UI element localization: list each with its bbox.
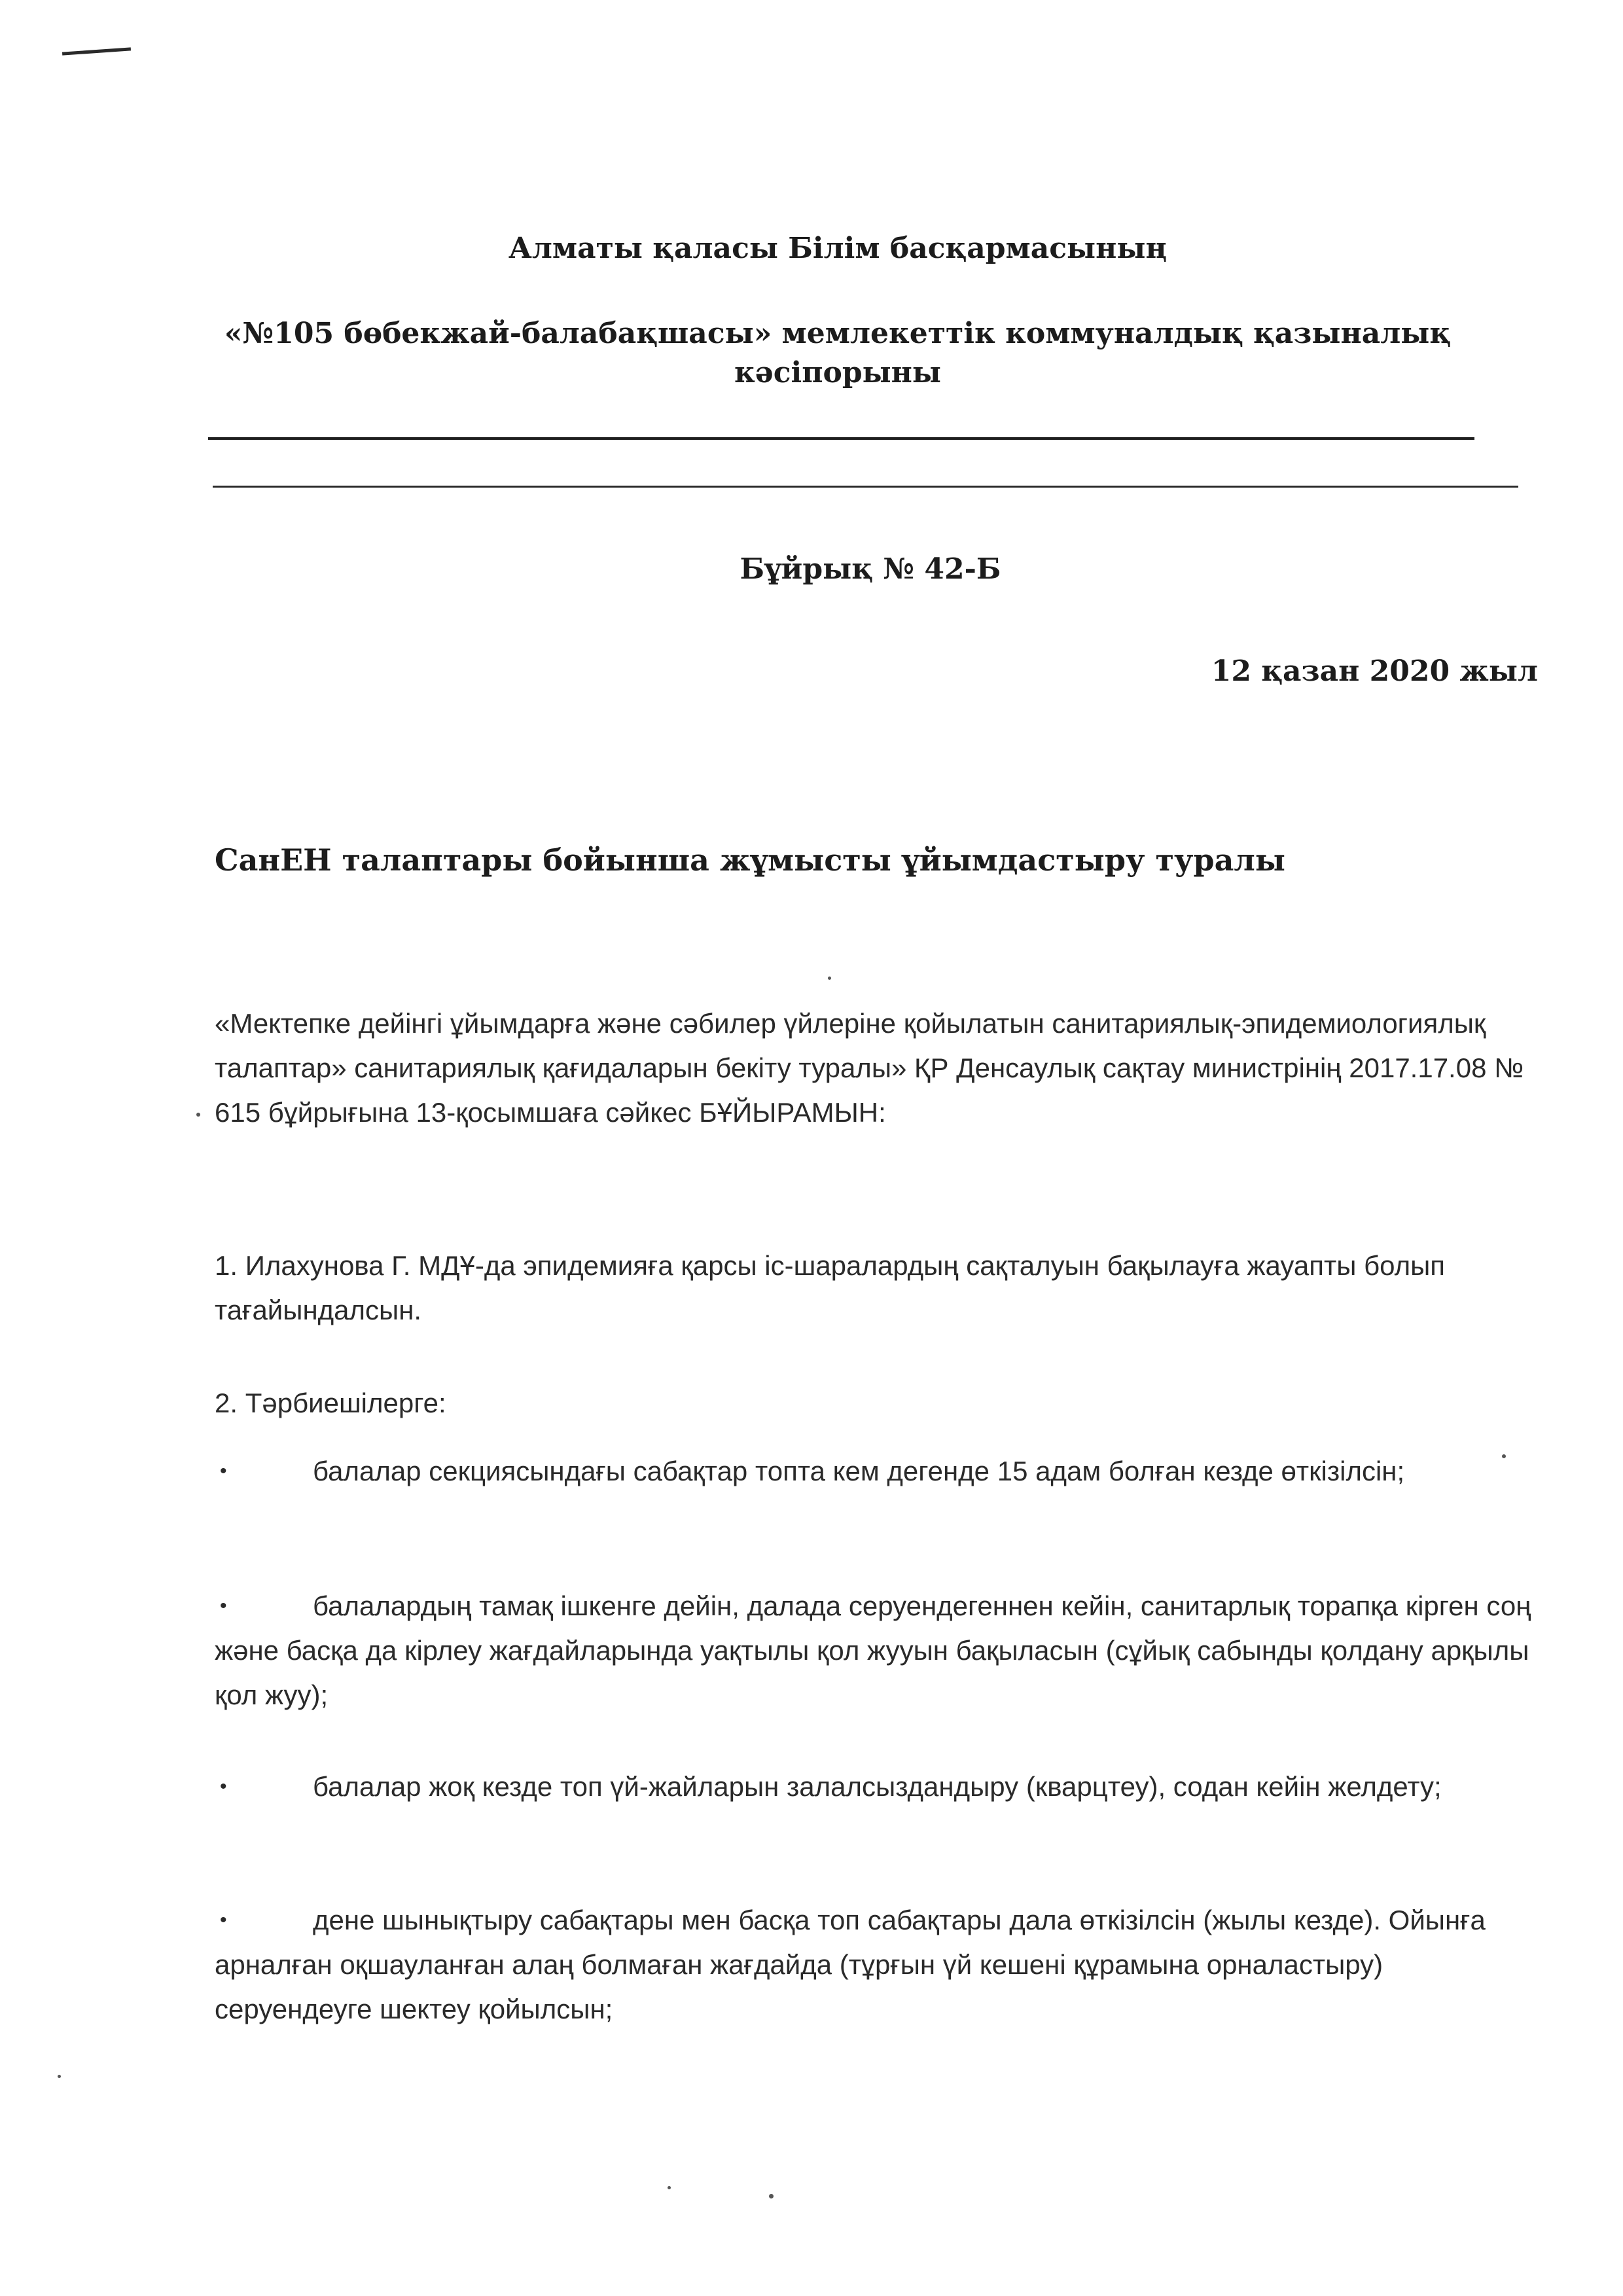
- organization-line-2: «№105 бөбекжай-балабақшасы» мемлекеттік коммуналдық қазыналық кәсіпорыны: [224, 317, 1452, 389]
- intro-paragraph: «Мектепке дейінгі ұйымдарға және сәбилер үйлеріне қойылатын санитариялық-эпидемиологиялық талаптар» санитариялық қағидаларын бекіту туралы» ҚР Денсаулық сақтау министрінің 2017.17.08 № 615 бұйрығына 13-қосымшаға сәйкес БҰЙЫРАМЫН:: [215, 1008, 1524, 1128]
- scan-speck: [828, 977, 831, 980]
- organization-line-1: Алматы қаласы Білім басқармасының: [508, 232, 1167, 265]
- bullet-icon: •: [220, 1460, 227, 1482]
- header-rule-top: [208, 437, 1474, 440]
- bullet-text: балалар секциясындағы сабақтар топта кем дегенде 15 адам болған кезде өткізілсін;: [313, 1456, 1405, 1486]
- scan-speck: [58, 2075, 61, 2078]
- bullet-item: [215, 1898, 1537, 2032]
- bullet-text: балалардың тамақ ішкенге дейін, далада серуендегеннен кейін, санитарлық торапқа кірген соң және басқа да кірлеу жағдайларында уақтылы қол жууын бақыласын (сұйық сабынды қолдану арқылы қол жуу);: [215, 1590, 1531, 1710]
- bullet-item: [215, 1584, 1537, 1717]
- scan-speck: [668, 2186, 671, 2189]
- scan-mark: [62, 47, 131, 55]
- header-rule-bottom: [213, 486, 1518, 488]
- bullet-item: [215, 1449, 1537, 1494]
- bullet-icon: •: [220, 1595, 227, 1617]
- order-date: 12 қазан 2020 жыл: [1211, 655, 1538, 688]
- scan-speck: [196, 1113, 200, 1117]
- bullet-item: [215, 1765, 1537, 1809]
- bullet-text: дене шынықтыру сабақтары мен басқа топ сабақтары дала өткізілсін (жылы кезде). Ойынға арналған оқшауланған алаң болмаған жағдайда (тұрғын үй кешені құрамына орналастыру) серуендеуге шектеу қойылсын;: [215, 1905, 1486, 2024]
- bullet-icon: •: [220, 1776, 227, 1797]
- scan-speck: [1502, 1454, 1506, 1458]
- order-number: Бұйрық № 42-Б: [740, 552, 1001, 586]
- item-1: 1. Илахунова Г. МДҰ-да эпидемияға қарсы іс-шаралардың сақталуын бақылауға жауапты болып тағайындалсын.: [215, 1250, 1446, 1325]
- bullet-icon: •: [220, 1909, 227, 1931]
- bullet-text: балалар жоқ кезде топ үй-жайларын залалсыздандыру (кварцтеу), содан кейін желдету;: [313, 1771, 1442, 1802]
- item-2: 2. Тәрбиешілерге:: [215, 1388, 446, 1418]
- order-subject: СанЕН талаптары бойынша жұмысты ұйымдастыру туралы: [215, 842, 1285, 878]
- scan-speck: [769, 2194, 774, 2198]
